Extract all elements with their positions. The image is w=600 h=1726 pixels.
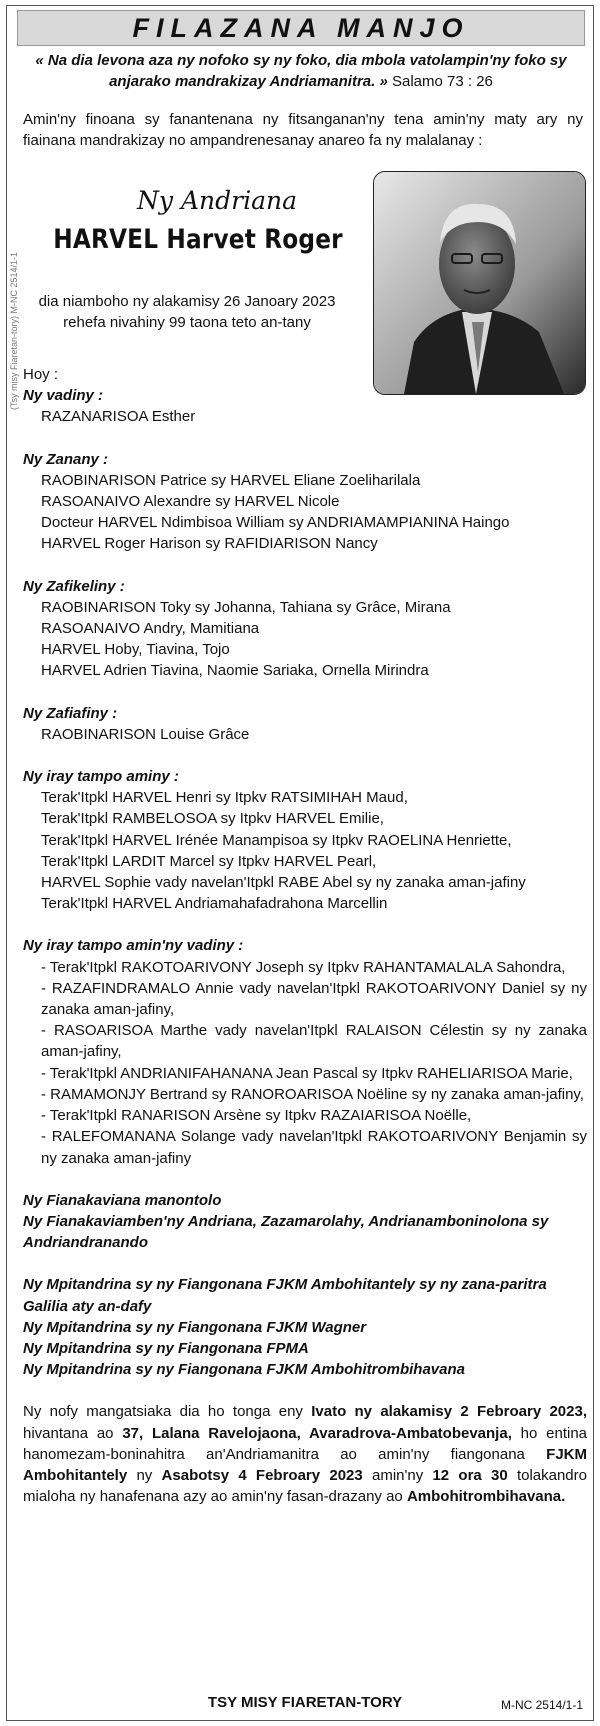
church-line: Ny Mpitandrina sy ny Fiangonana FJKM Ambohitrombihavana <box>23 1361 465 1379</box>
list-item: HARVEL Roger Harison sy RAFIDIARISON Nancy <box>41 535 378 553</box>
list-item: Terak'Itpkl HARVEL Irénée Manampisoa sy Itpkv RAOELINA Henriette, <box>41 831 512 849</box>
list-item: Terak'Itpkl LARDIT Marcel sy Itpkv HARVEL Pearl, <box>41 852 377 870</box>
intro-text: Amin'ny finoana sy fanantenana ny fitsanganan'ny tena amin'ny maty ary ny fiainana mandrakizay no ampandrenesanay anareo fa ny malalanay : <box>23 111 583 149</box>
list-item: RASOANAIVO Alexandre sy HARVEL Nicole <box>41 493 340 511</box>
list-item: - RASOARISOA Marthe vady navelan'Itpkl RALAISON Célestin sy ny zanaka aman-jafiny, <box>41 1022 587 1061</box>
siblings-label: Ny iray tampo aminy : <box>23 768 179 786</box>
death-details <box>37 291 337 333</box>
verse-quote: « Na dia levona aza ny nofoko sy ny foko, dia mbola vatolampin'ny foko sy anjarako mandrakizay Andriamanitra. » <box>35 52 567 90</box>
portrait-photo <box>373 171 586 395</box>
hoy-label: Hoy : <box>23 366 59 383</box>
list-item: - Terak'Itpkl RAKOTOARIVONY Joseph sy Itpkv RAHANTAMALALA Sahondra, <box>41 958 566 976</box>
list-item: Terak'Itpkl RAMBELOSOA sy Itpkv HARVEL Emilie, <box>41 810 384 828</box>
list-item: - RALEFOMANANA Solange vady navelan'Itpkl RAKOTOARIVONY Benjamin sy ny zanaka aman-jafiny <box>41 1128 587 1167</box>
age-line: rehefa nivahiny 99 taona teto an-tany <box>63 314 311 331</box>
spouse-name: RAZANARISOA Esther <box>41 408 196 426</box>
list-item: - RAMAMONJY Bertrand sy RANOROARISOA Noëline sy ny zanaka aman-jafiny, <box>41 1085 584 1103</box>
great-grandchildren-label: Ny Zafiafiny : <box>23 704 118 722</box>
side-margin-text: (Tsy misy Fiaretan-tory) M-NC 2514/1-1 <box>9 251 19 411</box>
list-item: RASOANAIVO Andry, Mamitiana <box>41 620 260 638</box>
family-line: Ny Fianakaviana manontolo <box>23 1191 222 1209</box>
list-item: HARVEL Adrien Tiavina, Naomie Sariaka, Ornella Mirindra <box>41 662 429 680</box>
church-line: Ny Mpitandrina sy ny Fiangonana FJKM Ambohitantely sy ny zana-paritra Galilia aty an-dafy <box>23 1276 547 1315</box>
list-item: RAOBINARISON Toky sy Johanna, Tahiana sy Grâce, Mirana <box>41 598 451 616</box>
list-item: HARVEL Hoby, Tiavina, Tojo <box>41 641 230 659</box>
list-item: RAOBINARISON Louise Grâce <box>41 725 250 743</box>
list-item: Docteur HARVEL Ndimbisoa William sy ANDRIAMAMPIANINA Haingo <box>41 514 510 532</box>
spouse-label: Ny vadiny : <box>23 387 104 405</box>
church-line: Ny Mpitandrina sy ny Fiangonana FPMA <box>23 1339 309 1357</box>
honorific: Ny Andriana <box>137 186 297 215</box>
list-item: Terak'Itpkl HARVEL Henri sy Itpkv RATSIMIHAH Maud, <box>41 789 408 807</box>
footer <box>23 1692 587 1716</box>
children-label: Ny Zanany : <box>23 450 109 468</box>
obituary-notice <box>6 5 594 1721</box>
verse-reference: Salamo 73 : 26 <box>392 73 493 90</box>
funeral-details: Ny nofy mangatsiaka dia ho tonga eny Ivato ny alakamisy 2 Febroary 2023, hivantana ao 37, Lalana Ravelojaona, Avaradrova-Ambatobevanja, ho entina hanomezam-boninahitra an'Andriamanitra ao amin'ny fiangonana FJKM Ambohitantely ny Asabotsy 4 Febroary 2023 amin'ny 12 ora 30 tolakandro mialoha ny hanafenana azy ao amin'ny fasan-drazany ao Ambohitrombihavana. <box>23 1403 588 1506</box>
spouse-siblings-label: Ny iray tampo amin'ny vadiny : <box>23 937 244 955</box>
footer-notice: TSY MISY FIARETAN-TORY <box>207 1694 403 1711</box>
list-item: - Terak'Itpkl ANDRIANIFAHANANA Jean Pascal sy Itpkv RAHELIARISOA Marie, <box>41 1064 573 1082</box>
banner-title: FILAZANA MANJO <box>132 13 470 43</box>
list-item: - RAZAFINDRAMALO Annie vady navelan'Itpkl RAKOTOARIVONY Daniel sy ny zanaka aman-jafiny, <box>41 979 587 1019</box>
footer-reference: M-NC 2514/1-1 <box>500 1698 583 1712</box>
banner-header <box>17 10 585 46</box>
deceased-name: HARVEL Harvet Roger <box>53 224 343 255</box>
list-item: - Terak'Itpkl RANARISON Arsène sy Itpkv RAZAIARISOA Noëlle, <box>41 1107 472 1125</box>
list-item: HARVEL Sophie vady navelan'Itpkl RABE Abel sy ny zanaka aman-jafiny <box>41 874 526 892</box>
church-line: Ny Mpitandrina sy ny Fiangonana FJKM Wagner <box>23 1318 367 1336</box>
portrait-image <box>374 172 585 394</box>
list-item: RAOBINARISON Patrice sy HARVEL Eliane Zoeliharilala <box>41 471 421 489</box>
death-date-line: dia niamboho ny alakamisy 26 Janoary 2023 <box>38 293 336 310</box>
obituary-body <box>23 364 587 1507</box>
list-item: Terak'Itpkl HARVEL Andriamahafadrahona Marcellin <box>41 895 388 913</box>
bible-verse <box>23 50 579 92</box>
family-line: Ny Fianakaviamben'ny Andriana, Zazamarolahy, Andrianamboninolona sy Andriandranando <box>23 1212 549 1252</box>
grandchildren-label: Ny Zafikeliny : <box>23 577 125 595</box>
